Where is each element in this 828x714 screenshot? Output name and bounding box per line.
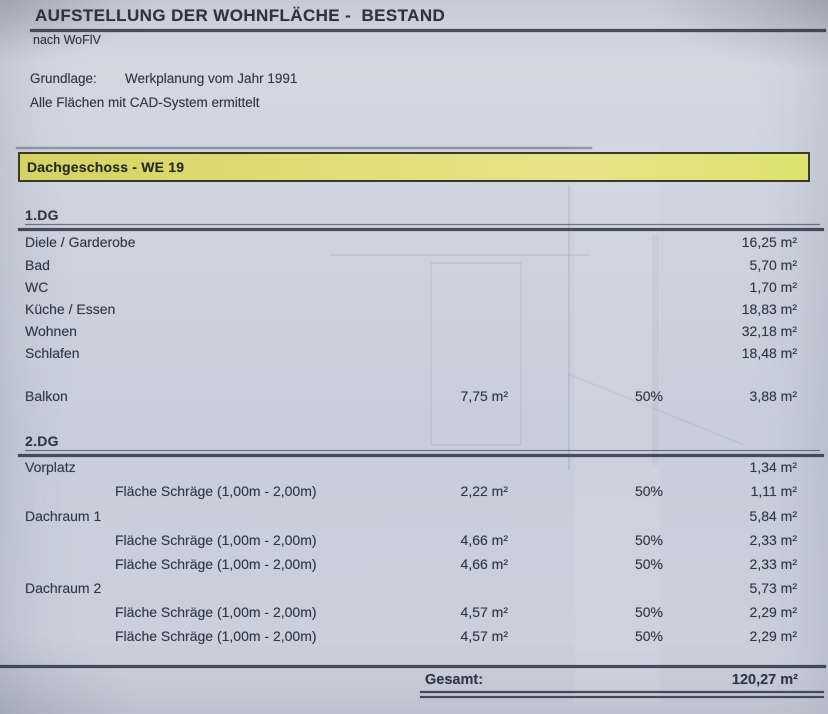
result-value: 18,83 m²: [741, 301, 797, 317]
cad-note: Alle Flächen mit CAD-System ermittelt: [30, 95, 260, 110]
divider: [25, 224, 820, 225]
basis-value: Werkplanung vom Jahr 1991: [125, 71, 298, 86]
area-value: 4,57 m²: [460, 604, 508, 620]
table-row: [0, 556, 828, 576]
subtitle: nach WoFlV: [33, 33, 101, 47]
table-row: [0, 508, 828, 528]
room-label: WC: [25, 279, 49, 295]
floor-heading-2dg: 2.DG: [25, 433, 59, 449]
table-row: [0, 483, 828, 503]
table-row: [0, 532, 828, 552]
total-underline: [420, 696, 824, 698]
room-label: Vorplatz: [25, 459, 76, 475]
percent-value: 50%: [634, 604, 664, 620]
page-title: AUFSTELLUNG DER WOHNFLÄCHE - BESTAND: [35, 6, 446, 25]
result-value: 5,70 m²: [749, 257, 797, 273]
percent-value: 50%: [634, 388, 664, 404]
table-row: [0, 628, 828, 648]
result-value: 3,88 m²: [749, 388, 797, 404]
room-label: Dachraum 2: [25, 580, 102, 596]
result-value: 2,29 m²: [749, 604, 797, 620]
result-value: 2,33 m²: [749, 532, 797, 548]
result-value: 5,73 m²: [749, 580, 797, 596]
table-row: [0, 388, 828, 408]
divider: [18, 228, 824, 231]
total-value: 120,27 m²: [731, 672, 798, 688]
room-label: Bad: [25, 257, 50, 273]
table-row: [0, 345, 828, 365]
room-label: Fläche Schräge (1,00m - 2,00m): [115, 604, 317, 620]
paper-artifact: [330, 254, 590, 256]
result-value: 5,84 m²: [749, 508, 797, 524]
total-underline: [420, 691, 824, 693]
table-row: [0, 604, 828, 624]
area-value: 7,75 m²: [460, 388, 508, 404]
result-value: 1,70 m²: [749, 279, 797, 295]
percent-value: 50%: [634, 556, 664, 572]
result-value: 32,18 m²: [741, 323, 797, 339]
divider: [16, 147, 592, 149]
table-row: [0, 323, 828, 343]
floor-heading-1dg: 1.DG: [25, 207, 59, 223]
result-value: 18,48 m²: [741, 345, 797, 361]
table-row: [0, 257, 828, 277]
room-label: Küche / Essen: [25, 301, 116, 317]
total-label: Gesamt:: [425, 672, 484, 688]
result-value: 2,29 m²: [749, 628, 797, 644]
percent-value: 50%: [634, 483, 664, 499]
room-label: Dachraum 1: [25, 508, 102, 524]
room-label: Balkon: [25, 388, 68, 404]
section-banner: [18, 152, 810, 182]
result-value: 2,33 m²: [749, 556, 797, 572]
paper-artifact: [567, 372, 744, 445]
room-label: Diele / Garderobe: [25, 234, 136, 250]
banner-label: Dachgeschoss - WE 19: [27, 159, 185, 175]
area-value: 4,66 m²: [460, 556, 508, 572]
table-row: [0, 301, 828, 321]
percent-value: 50%: [634, 628, 664, 644]
room-label: Fläche Schräge (1,00m - 2,00m): [115, 556, 317, 572]
divider: [25, 450, 820, 451]
area-value: 4,57 m²: [460, 628, 508, 644]
table-row: [0, 234, 828, 254]
divider: [18, 454, 824, 457]
table-row: [0, 279, 828, 299]
room-label: Fläche Schräge (1,00m - 2,00m): [115, 483, 317, 499]
table-row: [0, 459, 828, 479]
table-row: [0, 580, 828, 600]
room-label: Fläche Schräge (1,00m - 2,00m): [115, 628, 317, 644]
basis-label: Grundlage:: [30, 71, 97, 86]
percent-value: 50%: [634, 532, 664, 548]
area-value: 4,66 m²: [460, 532, 508, 548]
room-label: Wohnen: [25, 323, 77, 339]
result-value: 16,25 m²: [741, 234, 797, 250]
result-value: 1,34 m²: [749, 459, 797, 475]
area-value: 2,22 m²: [460, 483, 508, 499]
divider: [0, 665, 826, 668]
title-underline: [30, 29, 826, 32]
result-value: 1,11 m²: [750, 483, 797, 499]
room-label: Schlafen: [25, 345, 80, 361]
room-label: Fläche Schräge (1,00m - 2,00m): [115, 532, 317, 548]
